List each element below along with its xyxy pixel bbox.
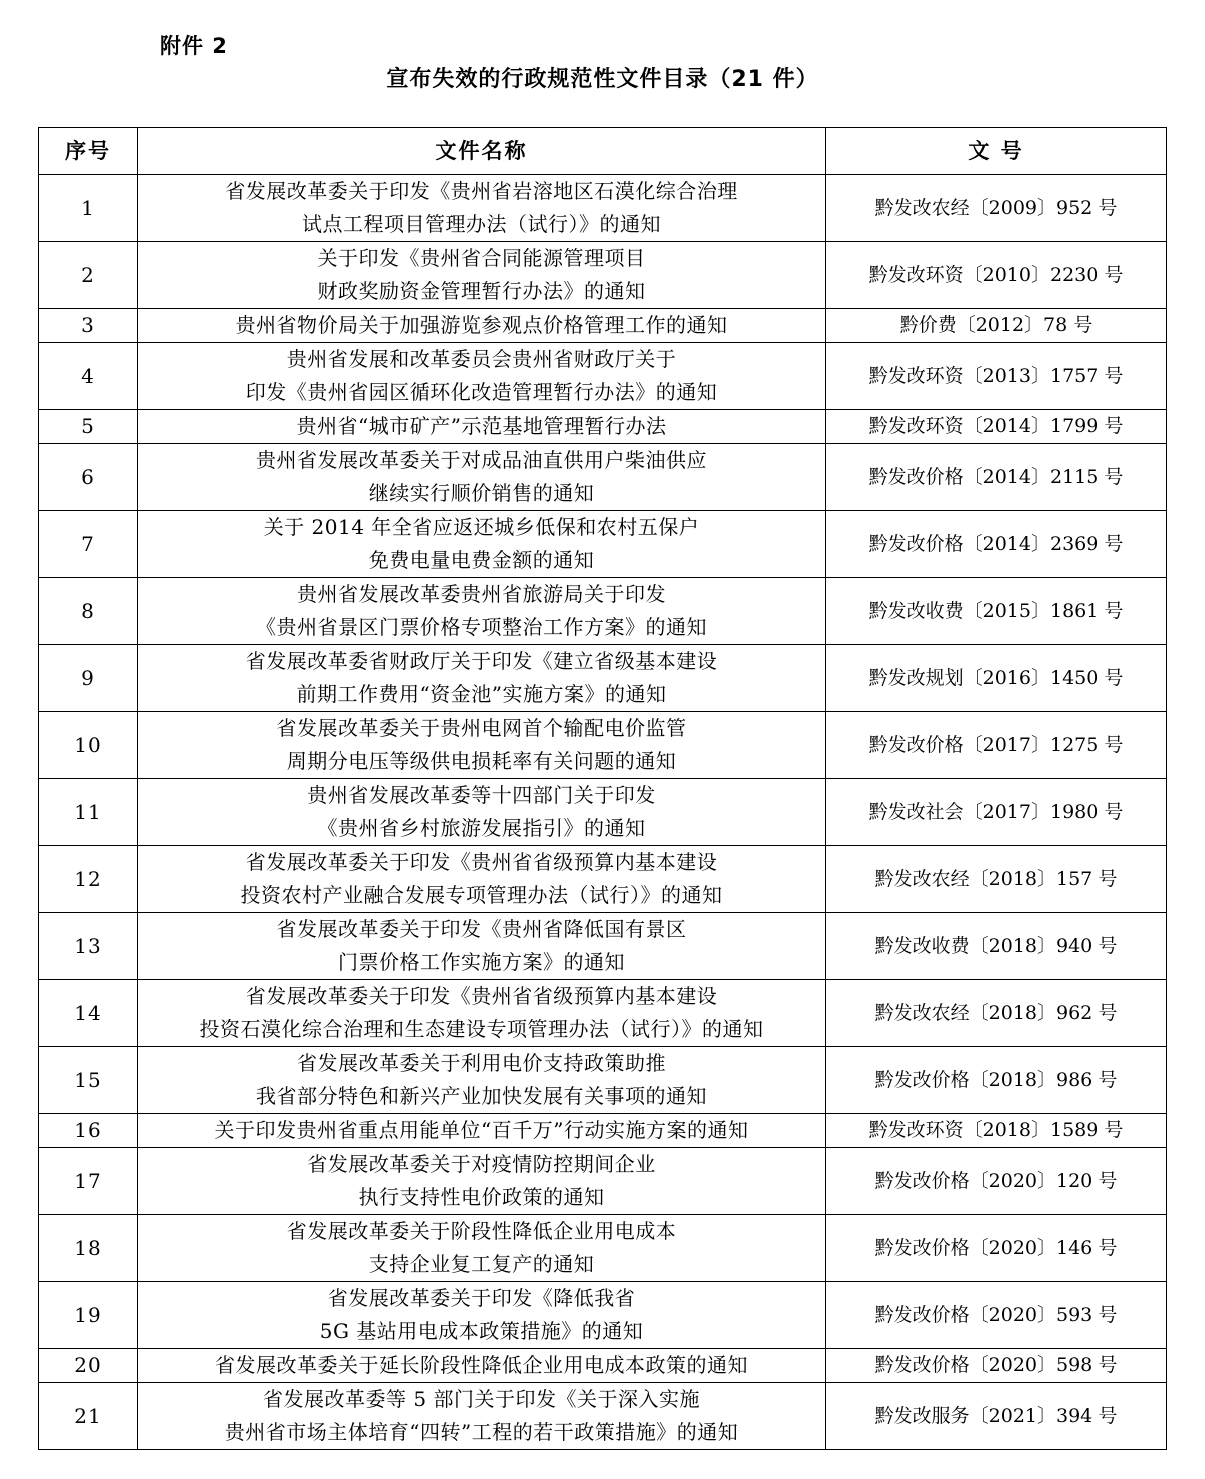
row-file-name	[138, 1282, 826, 1349]
row-doc-number: 黔发改环资〔2018〕1589 号	[826, 1114, 1167, 1148]
row-index: 20	[39, 1349, 138, 1383]
file-name-line: 免费电量电费金额的通知	[368, 548, 595, 572]
table-row	[39, 1114, 1167, 1148]
file-name-line: 省发展改革委关于印发《贵州省岩溶地区石漠化综合治理	[225, 179, 738, 203]
row-file-name	[138, 913, 826, 980]
file-name-line: 贵州省发展和改革委员会贵州省财政厅关于	[286, 347, 677, 371]
table-body	[39, 175, 1167, 1450]
table-row	[39, 1383, 1167, 1450]
file-name-line: 前期工作费用“资金池”实施方案》的通知	[296, 682, 667, 706]
row-index: 3	[39, 309, 138, 343]
header-index: 序号	[39, 128, 138, 175]
table-row	[39, 511, 1167, 578]
row-doc-number: 黔发改收费〔2018〕940 号	[826, 913, 1167, 980]
document-catalog-table	[38, 127, 1167, 1450]
row-file-name	[138, 410, 826, 444]
table-row	[39, 1282, 1167, 1349]
row-file-name	[138, 1349, 826, 1383]
table-row	[39, 1215, 1167, 1282]
file-name-line: 省发展改革委关于印发《贵州省省级预算内基本建设	[245, 850, 718, 874]
row-doc-number: 黔发改环资〔2010〕2230 号	[826, 242, 1167, 309]
file-name-line: 5G 基站用电成本政策措施》的通知	[319, 1319, 644, 1343]
file-name-line: 省发展改革委等 5 部门关于印发《关于深入实施	[263, 1387, 700, 1411]
row-index: 7	[39, 511, 138, 578]
row-doc-number: 黔发改收费〔2015〕1861 号	[826, 578, 1167, 645]
file-name-line: 省发展改革委省财政厅关于印发《建立省级基本建设	[245, 649, 718, 673]
attachment-label: 附件 2	[160, 34, 228, 58]
file-name-line: 省发展改革委关于贵州电网首个输配电价监管	[276, 716, 687, 740]
row-index: 6	[39, 444, 138, 511]
row-file-name	[138, 242, 826, 309]
file-name-line: 门票价格工作实施方案》的通知	[338, 950, 625, 974]
table-row	[39, 242, 1167, 309]
file-name-line: 贵州省发展改革委关于对成品油直供用户柴油供应	[256, 448, 707, 472]
row-doc-number: 黔发改环资〔2013〕1757 号	[826, 343, 1167, 410]
row-index: 11	[39, 779, 138, 846]
file-name-line: 贵州省发展改革委等十四部门关于印发	[307, 783, 656, 807]
file-name-line: 我省部分特色和新兴产业加快发展有关事项的通知	[256, 1084, 707, 1108]
row-doc-number: 黔发改社会〔2017〕1980 号	[826, 779, 1167, 846]
row-file-name	[138, 645, 826, 712]
file-name-line: 关于 2014 年全省应返还城乡低保和农村五保户	[263, 515, 700, 539]
row-index: 12	[39, 846, 138, 913]
table-row	[39, 410, 1167, 444]
row-doc-number: 黔发改规划〔2016〕1450 号	[826, 645, 1167, 712]
row-file-name	[138, 343, 826, 410]
table-row	[39, 712, 1167, 779]
row-index: 16	[39, 1114, 138, 1148]
row-index: 15	[39, 1047, 138, 1114]
row-file-name	[138, 1148, 826, 1215]
page-title: 宣布失效的行政规范性文件目录（21 件）	[386, 67, 819, 92]
row-index: 19	[39, 1282, 138, 1349]
file-name-line: 贵州省发展改革委贵州省旅游局关于印发	[297, 582, 666, 606]
row-index: 1	[39, 175, 138, 242]
header-doc-number: 文 号	[826, 128, 1167, 175]
table-row	[39, 980, 1167, 1047]
row-index: 8	[39, 578, 138, 645]
row-file-name	[138, 175, 826, 242]
table-row	[39, 309, 1167, 343]
table-row	[39, 1148, 1167, 1215]
row-file-name	[138, 578, 826, 645]
row-file-name	[138, 846, 826, 913]
file-name-line: 省发展改革委关于利用电价支持政策助推	[297, 1051, 666, 1075]
row-doc-number: 黔发改价格〔2014〕2115 号	[826, 444, 1167, 511]
table-row	[39, 1047, 1167, 1114]
file-name-line: 省发展改革委关于阶段性降低企业用电成本	[286, 1219, 677, 1243]
row-doc-number: 黔发改农经〔2018〕157 号	[826, 846, 1167, 913]
row-index: 14	[39, 980, 138, 1047]
row-doc-number: 黔发改价格〔2020〕120 号	[826, 1148, 1167, 1215]
row-doc-number: 黔发改价格〔2020〕598 号	[826, 1349, 1167, 1383]
row-doc-number: 黔发改农经〔2018〕962 号	[826, 980, 1167, 1047]
row-file-name	[138, 980, 826, 1047]
table-header-row	[39, 128, 1167, 175]
row-file-name	[138, 779, 826, 846]
row-file-name	[138, 1114, 826, 1148]
file-name-line: 省发展改革委关于延长阶段性降低企业用电成本政策的通知	[215, 1353, 748, 1377]
row-file-name	[138, 712, 826, 779]
table-row	[39, 913, 1167, 980]
table-row	[39, 779, 1167, 846]
row-doc-number: 黔发改价格〔2017〕1275 号	[826, 712, 1167, 779]
row-file-name	[138, 511, 826, 578]
file-name-line: 投资农村产业融合发展专项管理办法（试行）》的通知	[240, 883, 723, 907]
row-index: 2	[39, 242, 138, 309]
row-doc-number: 黔发改服务〔2021〕394 号	[826, 1383, 1167, 1450]
file-name-line: 省发展改革委关于印发《贵州省降低国有景区	[276, 917, 687, 941]
file-name-line: 关于印发《贵州省合同能源管理项目	[317, 246, 646, 270]
row-file-name	[138, 444, 826, 511]
file-name-line: 贵州省物价局关于加强游览参观点价格管理工作的通知	[235, 313, 728, 337]
file-name-line: 贵州省“城市矿产”示范基地管理暂行办法	[296, 414, 667, 438]
row-doc-number: 黔发改环资〔2014〕1799 号	[826, 410, 1167, 444]
table-row	[39, 343, 1167, 410]
row-file-name	[138, 309, 826, 343]
row-file-name	[138, 1383, 826, 1450]
table-row	[39, 1349, 1167, 1383]
row-doc-number: 黔发改价格〔2018〕986 号	[826, 1047, 1167, 1114]
header-file-name: 文件名称	[138, 128, 826, 175]
file-name-line: 《贵州省景区门票价格专项整治工作方案》的通知	[256, 615, 707, 639]
row-doc-number: 黔发改价格〔2020〕146 号	[826, 1215, 1167, 1282]
row-index: 5	[39, 410, 138, 444]
file-name-line: 投资石漠化综合治理和生态建设专项管理办法（试行）》的通知	[199, 1017, 764, 1041]
file-name-line: 执行支持性电价政策的通知	[358, 1185, 605, 1209]
file-name-line: 省发展改革委关于对疫情防控期间企业	[307, 1152, 656, 1176]
file-name-line: 贵州省市场主体培育“四转”工程的若干政策措施》的通知	[224, 1420, 739, 1444]
row-index: 18	[39, 1215, 138, 1282]
file-name-line: 继续实行顺价销售的通知	[368, 481, 595, 505]
row-doc-number: 黔发改价格〔2020〕593 号	[826, 1282, 1167, 1349]
file-name-line: 关于印发贵州省重点用能单位“百千万”行动实施方案的通知	[214, 1118, 749, 1142]
table-row	[39, 175, 1167, 242]
row-index: 9	[39, 645, 138, 712]
file-name-line: 印发《贵州省园区循环化改造管理暂行办法》的通知	[245, 380, 718, 404]
file-name-line: 《贵州省乡村旅游发展指引》的通知	[317, 816, 646, 840]
row-file-name	[138, 1047, 826, 1114]
row-index: 17	[39, 1148, 138, 1215]
row-index: 21	[39, 1383, 138, 1450]
row-doc-number: 黔价费〔2012〕78 号	[826, 309, 1167, 343]
file-name-line: 省发展改革委关于印发《降低我省	[327, 1286, 636, 1310]
row-doc-number: 黔发改农经〔2009〕952 号	[826, 175, 1167, 242]
file-name-line: 周期分电压等级供电损耗率有关问题的通知	[286, 749, 677, 773]
row-doc-number: 黔发改价格〔2014〕2369 号	[826, 511, 1167, 578]
row-index: 13	[39, 913, 138, 980]
row-index: 10	[39, 712, 138, 779]
table-row	[39, 444, 1167, 511]
row-file-name	[138, 1215, 826, 1282]
table-row	[39, 578, 1167, 645]
row-index: 4	[39, 343, 138, 410]
table-row	[39, 846, 1167, 913]
table-row	[39, 645, 1167, 712]
file-name-line: 试点工程项目管理办法（试行）》的通知	[302, 212, 661, 236]
file-name-line: 财政奖励资金管理暂行办法》的通知	[317, 279, 646, 303]
file-name-line: 支持企业复工复产的通知	[368, 1252, 595, 1276]
file-name-line: 省发展改革委关于印发《贵州省省级预算内基本建设	[245, 984, 718, 1008]
